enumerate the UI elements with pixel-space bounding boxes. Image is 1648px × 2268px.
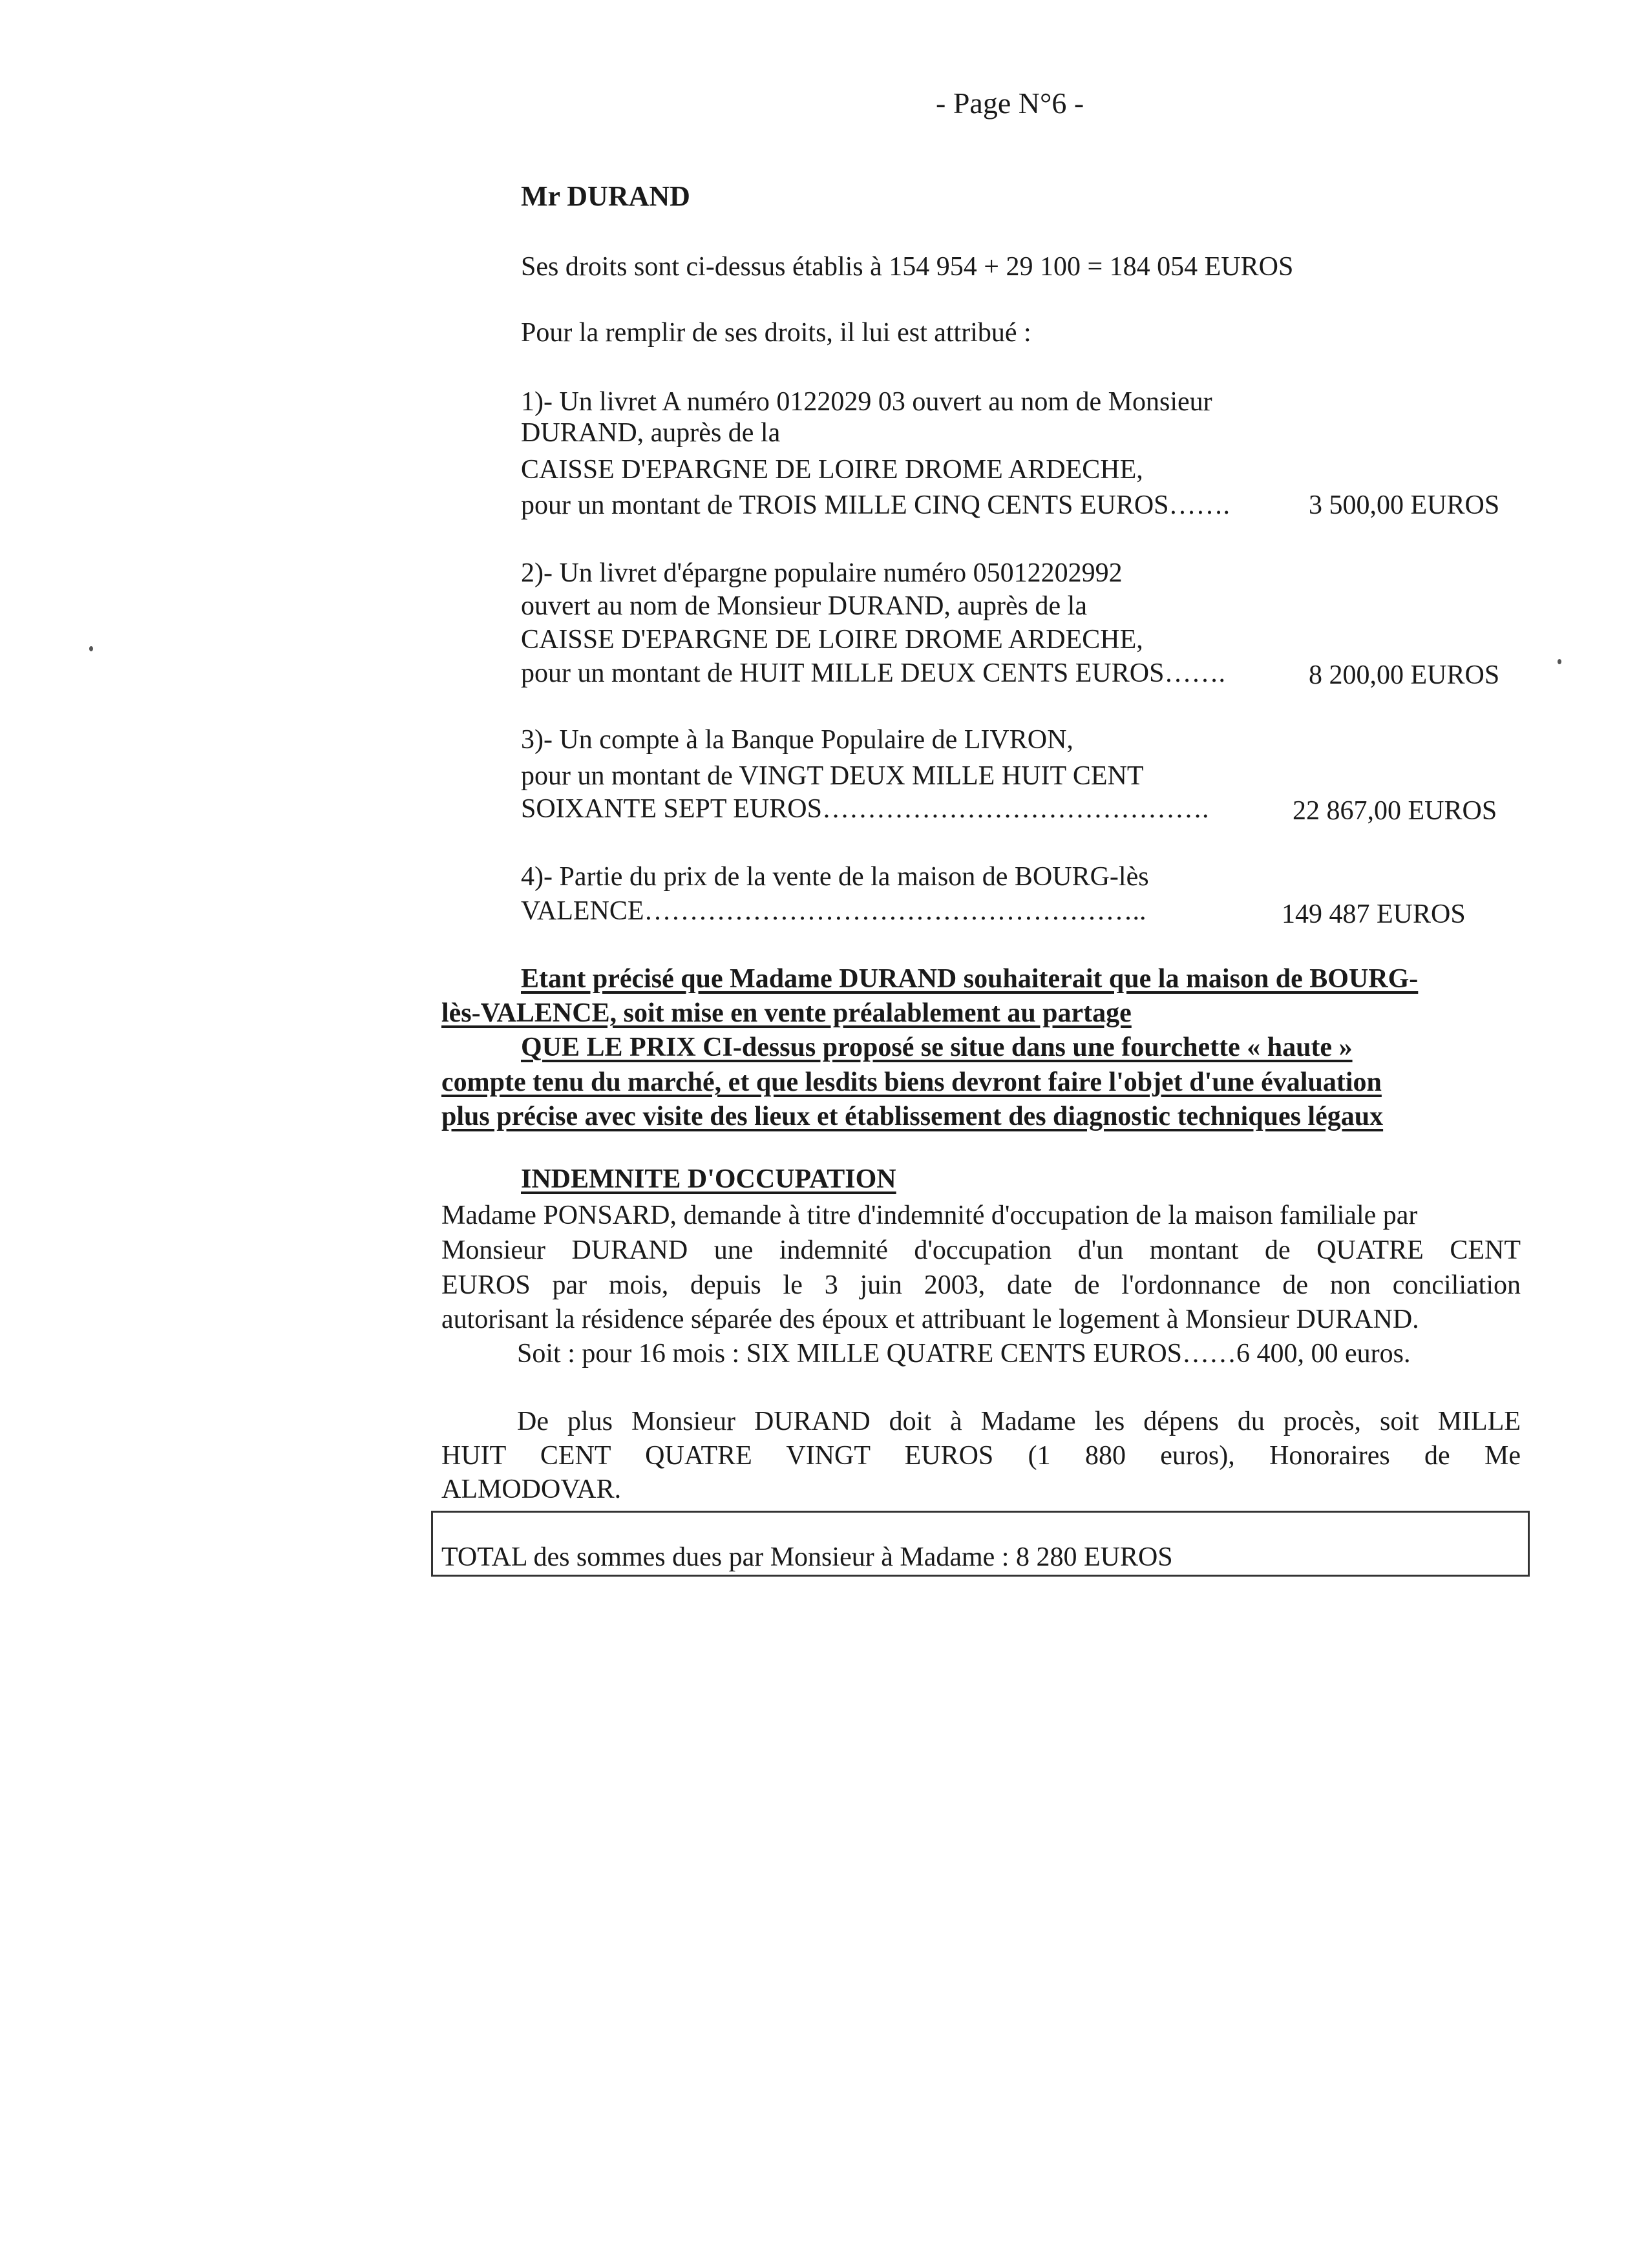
scan-speck <box>89 646 93 651</box>
scan-speck <box>1558 659 1561 664</box>
precision-line: lès-VALENCE, soit mise en vente préalablement au partage <box>441 998 1132 1028</box>
item-1-line: 1)- Un livret A numéro 0122029 03 ouvert au nom de Monsieur <box>521 387 1212 417</box>
item-3-amount: 22 867,00 EUROS <box>1293 796 1497 826</box>
indemnite-line: Madame PONSARD, demande à titre d'indemnité d'occupation de la maison familiale par <box>441 1201 1418 1230</box>
indemnite-line: autorisant la résidence séparée des époux et attribuant le logement à Monsieur DURAND. <box>441 1305 1419 1334</box>
item-4-line: 4)- Partie du prix de la vente de la maison de BOURG-lès <box>521 862 1149 892</box>
depens-line: HUIT CENT QUATRE VINGT EUROS (1 880 euros), Honoraires de Me <box>441 1441 1521 1471</box>
item-2-line: 2)- Un livret d'épargne populaire numéro 05012202992 <box>521 558 1123 588</box>
rights-statement: Ses droits sont ci-dessus établis à 154 954 + 29 100 = 184 054 EUROS <box>521 252 1294 282</box>
item-1-amount: 3 500,00 EUROS <box>1309 490 1500 520</box>
attribution-intro: Pour la remplir de ses droits, il lui est attribué : <box>521 318 1031 348</box>
item-2-amount: 8 200,00 EUROS <box>1309 660 1500 690</box>
item-1-line: CAISSE D'EPARGNE DE LOIRE DROME ARDECHE, <box>521 455 1143 485</box>
indemnite-title: INDEMNITE D'OCCUPATION <box>521 1164 896 1194</box>
indemnite-line: Monsieur DURAND une indemnité d'occupation d'un montant de QUATRE CENT <box>441 1235 1521 1265</box>
depens-line: ALMODOVAR. <box>441 1475 622 1504</box>
item-4-line: VALENCE……………………………………………….. <box>521 896 1146 926</box>
depens-line: De plus Monsieur DURAND doit à Madame les dépens du procès, soit MILLE <box>517 1407 1521 1436</box>
indemnite-line: EUROS par mois, depuis le 3 juin 2003, date de l'ordonnance de non conciliation <box>441 1270 1521 1300</box>
heading: Mr DURAND <box>521 180 690 212</box>
item-1-line: pour un montant de TROIS MILLE CINQ CENTS EUROS……. <box>521 490 1231 520</box>
item-3-line: 3)- Un compte à la Banque Populaire de LIVRON, <box>521 725 1073 755</box>
precision-line: Etant précisé que Madame DURAND souhaiterait que la maison de BOURG- <box>521 964 1419 994</box>
item-3-line: SOIXANTE SEPT EUROS……………………………………. <box>521 794 1209 824</box>
item-2-line: ouvert au nom de Monsieur DURAND, auprès de la <box>521 591 1087 621</box>
item-2-line: CAISSE D'EPARGNE DE LOIRE DROME ARDECHE, <box>521 625 1143 655</box>
page-number: - Page N°6 - <box>936 87 1084 120</box>
item-1-line: DURAND, auprès de la <box>521 418 781 448</box>
total-text: TOTAL des sommes dues par Monsieur à Madame : 8 280 EUROS <box>441 1542 1173 1572</box>
precision-line: compte tenu du marché, et que lesdits biens devront faire l'objet d'une évaluation <box>441 1067 1382 1097</box>
item-3-line: pour un montant de VINGT DEUX MILLE HUIT CENT <box>521 761 1144 791</box>
item-2-line: pour un montant de HUIT MILLE DEUX CENTS EUROS……. <box>521 658 1225 688</box>
precision-line: QUE LE PRIX CI-dessus proposé se situe dans une fourchette « haute » <box>521 1033 1353 1062</box>
item-4-amount: 149 487 EUROS <box>1282 899 1466 929</box>
precision-line: plus précise avec visite des lieux et établissement des diagnostic techniques légaux <box>441 1102 1384 1131</box>
indemnite-line: Soit : pour 16 mois : SIX MILLE QUATRE CENTS EUROS……6 400, 00 euros. <box>517 1339 1411 1369</box>
